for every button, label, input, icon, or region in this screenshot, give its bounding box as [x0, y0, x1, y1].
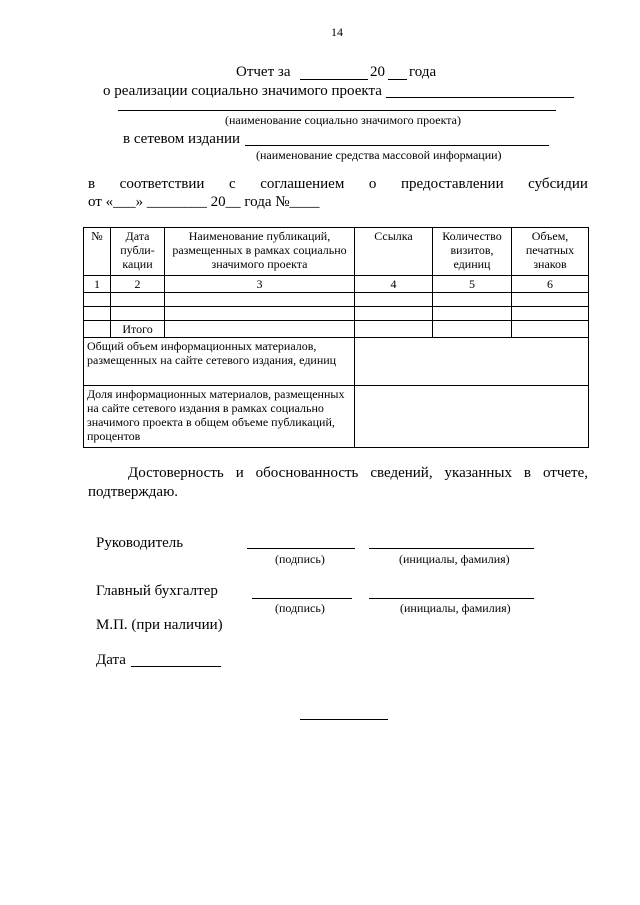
confirmation-word: обоснованность: [255, 465, 359, 481]
header-visits: Количество визитов, единиц: [433, 228, 512, 276]
table-row: [84, 307, 589, 321]
table-cell: [512, 293, 589, 307]
year-blank: [388, 79, 407, 80]
report-for-label: Отчет за: [236, 64, 291, 80]
column-number: 5: [433, 276, 512, 293]
confirmation-word: отчете,: [542, 465, 588, 481]
accountant-label: Главный бухгалтер: [96, 583, 218, 599]
header-date: Дата публи- кации: [111, 228, 165, 276]
table-cell: [111, 293, 165, 307]
project-label: о реализации социально значимого проекта: [103, 83, 382, 99]
confirmation-word: Достоверность: [128, 465, 224, 481]
accountant-signature-line: [252, 598, 352, 599]
table-cell: [355, 307, 433, 321]
summary-value: [355, 338, 589, 386]
table-row: [84, 293, 589, 307]
head-signature-caption: (подпись): [275, 552, 325, 566]
table-cell: [111, 307, 165, 321]
head-signature-line: [247, 548, 355, 549]
accountant-name-line: [369, 598, 534, 599]
summary-row-total-volume: [84, 338, 589, 386]
agreement-word: о: [368, 176, 377, 192]
table-cell: [512, 321, 589, 338]
column-numbers-row: [84, 276, 589, 293]
agreement-word: соглашением: [260, 176, 345, 192]
summary-label: Общий объем информационных материалов, размещенных на сайте сетевого издания, единиц: [84, 338, 355, 386]
confirmation-word: в: [523, 465, 532, 481]
year-prefix: 20: [370, 64, 385, 80]
agreement-word: предоставлении: [400, 176, 504, 192]
head-label: Руководитель: [96, 535, 184, 551]
column-number: 6: [512, 276, 589, 293]
period-blank: [300, 79, 368, 80]
media-caption: (наименование средства массовой информации): [256, 148, 502, 162]
column-number: 2: [111, 276, 165, 293]
summary-label: Доля информационных материалов, размещенных на сайте сетевого издания в рамках социально значимого проекта в общем объеме публикаций, процентов: [84, 386, 355, 448]
table-cell: [433, 307, 512, 321]
table-cell: [355, 293, 433, 307]
date-blank: [131, 666, 221, 667]
agreement-line-2: от «___» ________ 20__ года №____: [88, 194, 320, 210]
project-caption: (наименование социально значимого проекта): [225, 113, 461, 127]
table-cell: [165, 293, 355, 307]
column-number: 3: [165, 276, 355, 293]
header-number: №: [84, 228, 111, 276]
media-label: в сетевом издании: [123, 131, 241, 147]
head-name-line: [369, 548, 534, 549]
summary-value: [355, 386, 589, 448]
agreement-word: субсидии: [528, 176, 588, 192]
report-table: [83, 227, 589, 448]
table-cell: [355, 321, 433, 338]
year-word: года: [409, 64, 437, 80]
table-cell: [84, 321, 111, 338]
confirmation-line-1: [128, 465, 588, 482]
page-number: 14: [331, 25, 343, 39]
agreement-line-1: [88, 176, 588, 193]
header-link: Ссылка: [355, 228, 433, 276]
agreement-word: соответствии: [119, 176, 205, 192]
header-volume: Объем, печатных знаков: [512, 228, 589, 276]
accountant-name-caption: (инициалы, фамилия): [400, 601, 511, 615]
confirmation-line-2: подтверждаю.: [88, 484, 179, 500]
seal-note: М.П. (при наличии): [96, 617, 223, 633]
closing-rule: [300, 719, 388, 720]
column-number: 1: [84, 276, 111, 293]
agreement-word: в: [88, 176, 96, 192]
column-number: 4: [355, 276, 433, 293]
confirmation-word: и: [235, 465, 244, 481]
table-cell: [165, 321, 355, 338]
header-publications: Наименование публикаций, размещенных в рамках социально значимого проекта: [165, 228, 355, 276]
total-label: Итого: [111, 321, 165, 338]
table-cell: [84, 307, 111, 321]
project-blank-1: [386, 97, 574, 98]
accountant-signature-caption: (подпись): [275, 601, 325, 615]
table-cell: [512, 307, 589, 321]
date-label: Дата: [96, 652, 126, 668]
table-cell: [433, 293, 512, 307]
table-header-row: [84, 228, 589, 276]
head-name-caption: (инициалы, фамилия): [399, 552, 510, 566]
table-cell: [84, 293, 111, 307]
table-cell: [165, 307, 355, 321]
project-blank-2: [118, 110, 556, 111]
media-blank: [245, 145, 549, 146]
confirmation-word: сведений,: [370, 465, 433, 481]
total-row: [84, 321, 589, 338]
summary-row-share: [84, 386, 589, 448]
agreement-word: с: [228, 176, 236, 192]
table-cell: [433, 321, 512, 338]
confirmation-word: указанных: [444, 465, 512, 481]
